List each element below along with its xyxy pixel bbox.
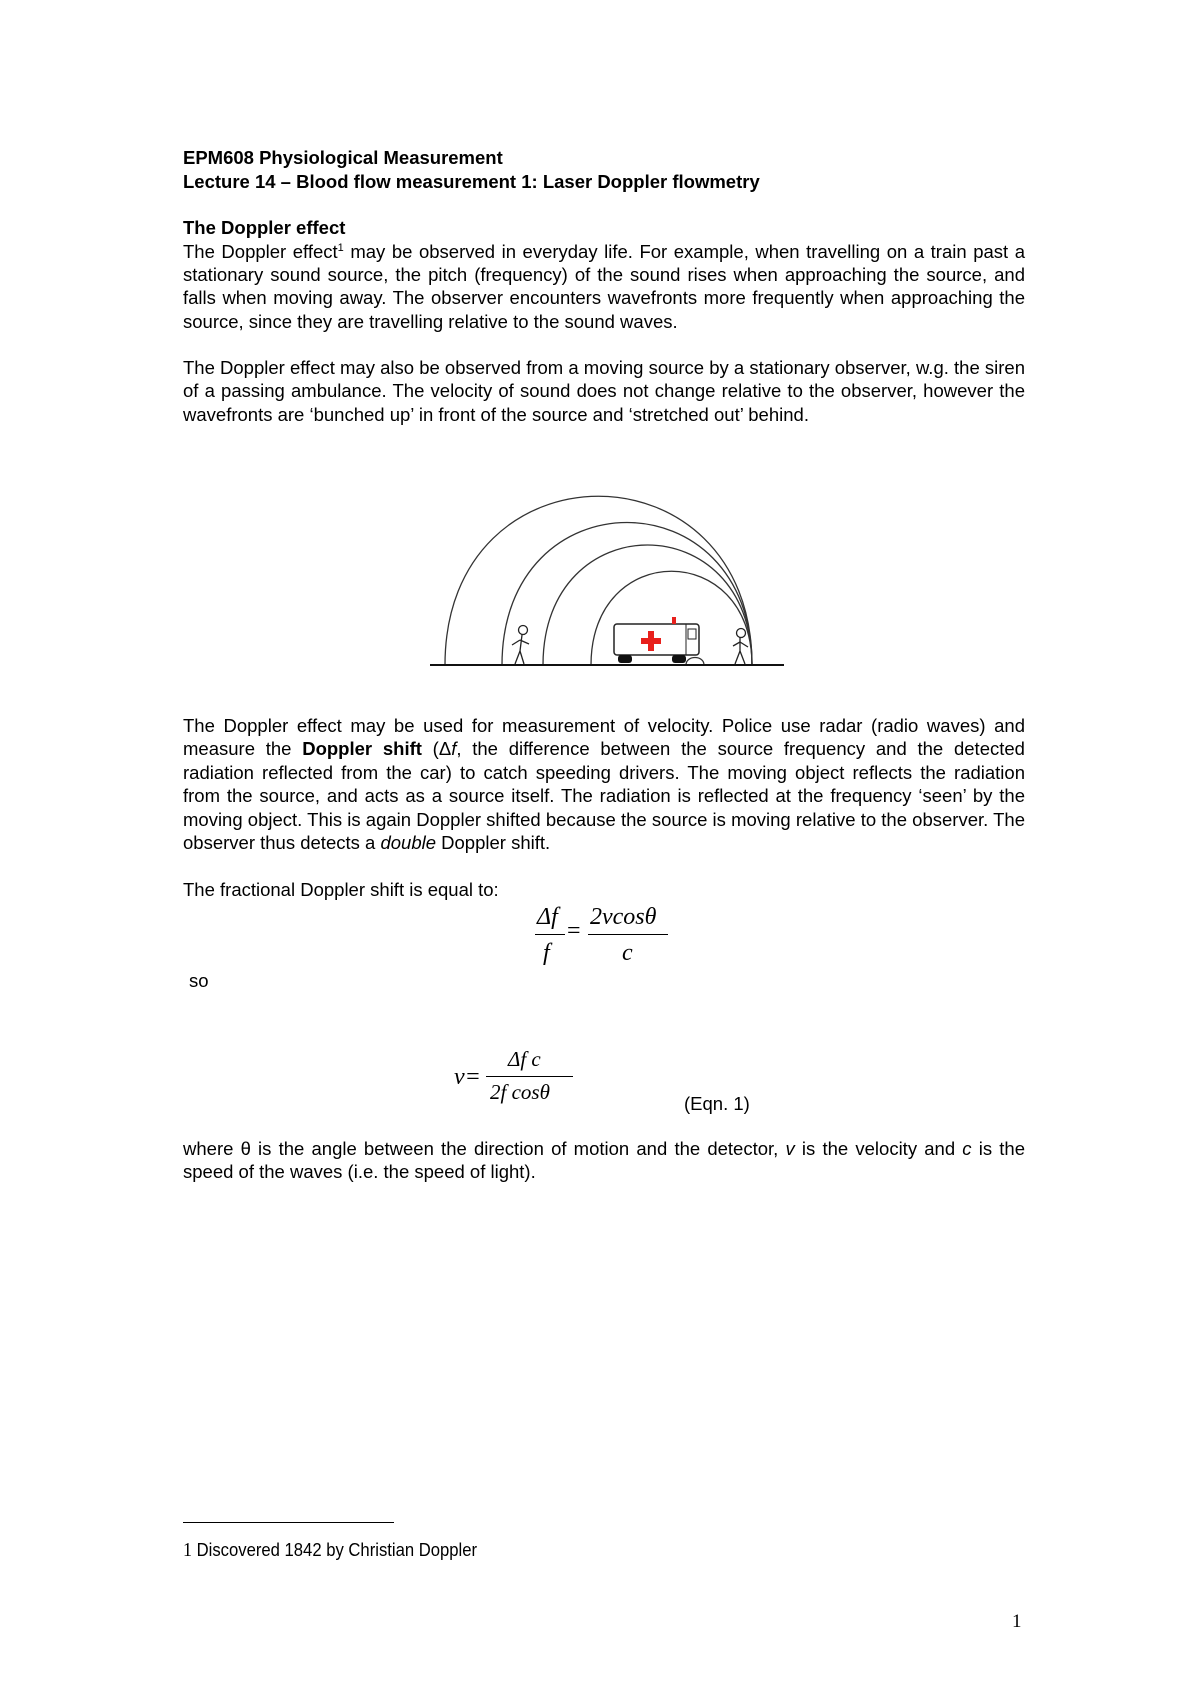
wavefront-1 [445, 496, 752, 665]
eq1-numerator-right: 2vcosθ [590, 904, 657, 930]
equation-label: (Eqn. 1) [684, 1093, 750, 1114]
eq2-denominator: 2f cosθ [490, 1080, 550, 1104]
eq1-equals: = [567, 918, 581, 944]
eq1-fraction-bar-right [588, 934, 668, 935]
eq1-fraction-bar-left [535, 934, 565, 935]
eq2-fraction-bar [486, 1076, 573, 1077]
doppler-ambulance-figure [0, 0, 1200, 700]
eq1-numerator-left: Δf [537, 904, 558, 930]
paragraph-4: The fractional Doppler shift is equal to: [183, 879, 499, 900]
observer-left-icon [512, 626, 529, 665]
footnote-separator [183, 1522, 394, 1523]
ambulance-icon [614, 617, 699, 663]
paragraph-3 [183, 714, 1025, 854]
p5-c-symbol: c [962, 1138, 972, 1159]
footnote-text: Discovered 1842 by Christian Doppler [192, 1539, 478, 1560]
p1-text-b: may be observed in everyday life. For example, when travelling on a train past a stationary sound source, the pitch (frequency) of the sound rises when approaching the source, and falls when moving away. The observer encounters wavefronts more frequently when approaching the source, since they are travelling relative to the sound waves. [183, 240, 1025, 332]
p5-v-symbol: v [785, 1138, 795, 1159]
p5-text-b: is the velocity and [794, 1138, 963, 1159]
p3-text-c: , the difference between the source frequency and the detected radiation reflected from the car) to catch speeding drivers. The moving object reflects the radiation from the source, and acts as a source itself. The radiation is reflected at the frequency ‘seen’ by the moving object. This is again Doppler shifted because the source is moving relative to the observer. The observer thus detects a [183, 738, 1025, 854]
lecture-title: Lecture 14 – Blood flow measurement 1: Laser Doppler flowmetry [183, 170, 760, 192]
eq1-denominator-right: c [622, 940, 633, 966]
eq2-numerator: Δf c [508, 1047, 541, 1071]
section-heading: The Doppler effect [183, 217, 346, 238]
paragraph-2: The Doppler effect may also be observed from a moving source by a stationary observer, w.g. the siren of a passing ambulance. The velocity of sound does not change relative to the observer, however the wavefronts are ‘bunched up’ in front of the source and ‘stretched out’ behind. [183, 357, 1025, 425]
eq1-denominator-left: f [543, 940, 550, 966]
footnote [183, 1539, 477, 1562]
footnote-number: 1 [183, 1539, 192, 1561]
double-term: double [380, 832, 437, 854]
wavefront-5 [686, 658, 704, 666]
footnote-ref: 1 [337, 241, 344, 254]
eq2-lhs: v= [454, 1064, 481, 1090]
page-number: 1 [1012, 1611, 1022, 1632]
doppler-shift-term: Doppler shift [302, 738, 422, 760]
p3-text-d: Doppler shift. [436, 832, 551, 854]
p5-text-d: is the speed of the waves (i.e. the speed of light). [183, 1138, 1025, 1183]
observer-right-icon [733, 629, 748, 665]
p3-text-b: (Δ [421, 738, 452, 760]
p1-text-a: The Doppler effect [183, 240, 338, 262]
wheel-rear [618, 655, 632, 663]
siren-light [672, 617, 676, 624]
so-text: so [189, 970, 209, 991]
wheel-front [672, 655, 686, 663]
p3-text-a: The Doppler effect may be used for measurement of velocity. Police use radar (radio waves) and measure the [183, 715, 1025, 760]
paragraph-5 [183, 1137, 1025, 1184]
course-title: EPM608 Physiological Measurement [183, 147, 503, 168]
p3-f-symbol: f [451, 738, 457, 760]
p5-text-a: where θ is the angle between the direction of motion and the detector, [183, 1138, 786, 1159]
